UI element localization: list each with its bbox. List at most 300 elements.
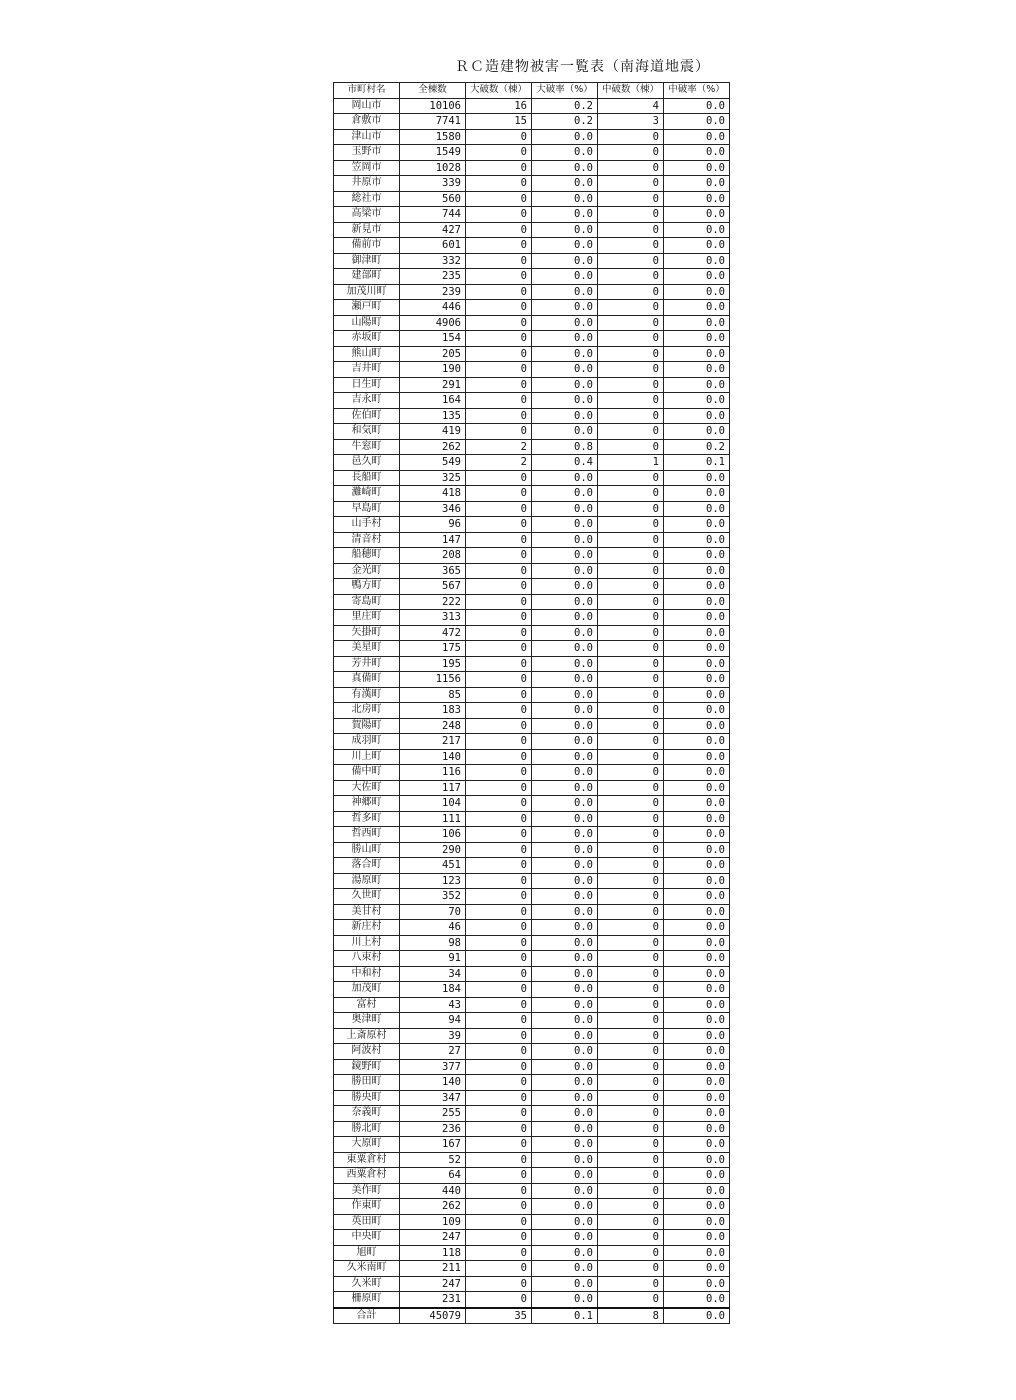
total-buildings: 377: [400, 1059, 466, 1075]
table-row: [334, 207, 730, 223]
header-moderate-damage-count: 中破数（棟）: [598, 83, 664, 99]
major-damage-rate: 0.0: [532, 501, 598, 517]
major-damage-rate: 0.0: [532, 408, 598, 424]
total-buildings: 567: [400, 579, 466, 595]
table-row: [334, 315, 730, 331]
table-row: [334, 842, 730, 858]
table-row: [334, 114, 730, 130]
municipality-name: 有漢町: [334, 687, 400, 703]
moderate-damage-rate: 0.0: [664, 982, 730, 998]
municipality-name: 新庄村: [334, 920, 400, 936]
major-damage-rate: 0.0: [532, 997, 598, 1013]
municipality-name: 八束村: [334, 951, 400, 967]
major-damage-count: 0: [466, 548, 532, 564]
moderate-damage-count: 0: [598, 951, 664, 967]
major-damage-rate: 0.0: [532, 966, 598, 982]
table-row: [334, 1214, 730, 1230]
moderate-damage-rate: 0.0: [664, 238, 730, 254]
moderate-damage-count: 0: [598, 222, 664, 238]
major-damage-rate: 0.0: [532, 1059, 598, 1075]
moderate-damage-count: 0: [598, 904, 664, 920]
major-damage-rate: 0.0: [532, 610, 598, 626]
major-damage-rate: 0.0: [532, 145, 598, 161]
table-row: [334, 982, 730, 998]
major-damage-rate: 0.0: [532, 672, 598, 688]
moderate-damage-rate: 0.0: [664, 563, 730, 579]
municipality-name: 勝山町: [334, 842, 400, 858]
moderate-damage-rate: 0.0: [664, 331, 730, 347]
major-damage-count: 0: [466, 160, 532, 176]
major-damage-rate: 0.2: [532, 98, 598, 114]
municipality-name: 備中町: [334, 765, 400, 781]
moderate-damage-count: 0: [598, 672, 664, 688]
moderate-damage-rate: 0.0: [664, 780, 730, 796]
major-damage-rate: 0.0: [532, 517, 598, 533]
major-damage-count: 0: [466, 346, 532, 362]
total-buildings: 147: [400, 532, 466, 548]
moderate-damage-count: 0: [598, 734, 664, 750]
total-buildings: 195: [400, 656, 466, 672]
major-damage-rate: 0.0: [532, 656, 598, 672]
major-damage-count: 0: [466, 703, 532, 719]
moderate-damage-rate: 0.0: [664, 842, 730, 858]
moderate-damage-count: 0: [598, 1276, 664, 1292]
moderate-damage-rate: 0.0: [664, 1230, 730, 1246]
major-damage-rate: 0.0: [532, 563, 598, 579]
moderate-damage-count: 0: [598, 1013, 664, 1029]
major-damage-rate: 0.0: [532, 362, 598, 378]
total-buildings: 427: [400, 222, 466, 238]
table-row: [334, 129, 730, 145]
major-damage-count: 0: [466, 1152, 532, 1168]
municipality-name: 早島町: [334, 501, 400, 517]
total-major-count: 35: [466, 1308, 532, 1324]
major-damage-count: 0: [466, 858, 532, 874]
major-damage-count: 0: [466, 1044, 532, 1060]
moderate-damage-rate: 0.0: [664, 749, 730, 765]
moderate-damage-rate: 0.0: [664, 517, 730, 533]
moderate-damage-rate: 0.0: [664, 548, 730, 564]
moderate-damage-count: 0: [598, 129, 664, 145]
major-damage-rate: 0.0: [532, 687, 598, 703]
table-row: [334, 517, 730, 533]
moderate-damage-rate: 0.0: [664, 114, 730, 130]
moderate-damage-rate: 0.0: [664, 1106, 730, 1122]
moderate-damage-rate: 0.0: [664, 160, 730, 176]
municipality-name: 津山市: [334, 129, 400, 145]
table-row: [334, 532, 730, 548]
moderate-damage-rate: 0.0: [664, 687, 730, 703]
total-buildings: 4906: [400, 315, 466, 331]
table-row: [334, 1183, 730, 1199]
total-buildings: 446: [400, 300, 466, 316]
major-damage-rate: 0.0: [532, 749, 598, 765]
major-damage-rate: 0.0: [532, 858, 598, 874]
major-damage-count: 0: [466, 827, 532, 843]
table-row: [334, 1261, 730, 1277]
major-damage-count: 0: [466, 408, 532, 424]
table-row: [334, 160, 730, 176]
total-buildings: 94: [400, 1013, 466, 1029]
major-damage-rate: 0.0: [532, 1214, 598, 1230]
moderate-damage-count: 0: [598, 408, 664, 424]
total-buildings: 43: [400, 997, 466, 1013]
major-damage-rate: 0.0: [532, 160, 598, 176]
total-buildings: 7741: [400, 114, 466, 130]
major-damage-rate: 0.0: [532, 951, 598, 967]
total-buildings: 27: [400, 1044, 466, 1060]
table-row: [334, 377, 730, 393]
total-buildings: 118: [400, 1245, 466, 1261]
moderate-damage-count: 0: [598, 1121, 664, 1137]
municipality-name: 金光町: [334, 563, 400, 579]
moderate-damage-rate: 0.0: [664, 656, 730, 672]
major-damage-count: 0: [466, 920, 532, 936]
municipality-name: 山陽町: [334, 315, 400, 331]
municipality-name: 美星町: [334, 641, 400, 657]
moderate-damage-count: 0: [598, 765, 664, 781]
table-row: [334, 439, 730, 455]
major-damage-rate: 0.0: [532, 1075, 598, 1091]
major-damage-count: 0: [466, 284, 532, 300]
total-buildings: 262: [400, 439, 466, 455]
major-damage-count: 0: [466, 1075, 532, 1091]
major-damage-rate: 0.0: [532, 253, 598, 269]
municipality-name: 赤坂町: [334, 331, 400, 347]
major-damage-rate: 0.0: [532, 129, 598, 145]
moderate-damage-rate: 0.0: [664, 1059, 730, 1075]
table-row: [334, 98, 730, 114]
total-buildings: 175: [400, 641, 466, 657]
total-buildings: 1028: [400, 160, 466, 176]
moderate-damage-rate: 0.0: [664, 501, 730, 517]
municipality-name: 英田町: [334, 1214, 400, 1230]
municipality-name: 哲西町: [334, 827, 400, 843]
municipality-name: 倉敷市: [334, 114, 400, 130]
moderate-damage-rate: 0.0: [664, 98, 730, 114]
table-row: [334, 1292, 730, 1308]
major-damage-rate: 0.0: [532, 284, 598, 300]
major-damage-rate: 0.0: [532, 718, 598, 734]
moderate-damage-rate: 0.0: [664, 718, 730, 734]
major-damage-count: 0: [466, 532, 532, 548]
total-buildings: 248: [400, 718, 466, 734]
moderate-damage-rate: 0.0: [664, 734, 730, 750]
table-row: [334, 253, 730, 269]
municipality-name: 船穂町: [334, 548, 400, 564]
total-buildings: 601: [400, 238, 466, 254]
table-row: [334, 548, 730, 564]
major-damage-count: 0: [466, 253, 532, 269]
municipality-name: 西粟倉村: [334, 1168, 400, 1184]
table-row: [334, 718, 730, 734]
moderate-damage-count: 0: [598, 160, 664, 176]
moderate-damage-count: 0: [598, 873, 664, 889]
major-damage-count: 0: [466, 1106, 532, 1122]
major-damage-rate: 0.0: [532, 765, 598, 781]
moderate-damage-count: 1: [598, 455, 664, 471]
major-damage-count: 0: [466, 1276, 532, 1292]
table-row: [334, 1137, 730, 1153]
moderate-damage-rate: 0.0: [664, 594, 730, 610]
table-row: [334, 935, 730, 951]
total-buildings: 96: [400, 517, 466, 533]
major-damage-rate: 0.0: [532, 1152, 598, 1168]
table-row: [334, 346, 730, 362]
moderate-damage-count: 0: [598, 920, 664, 936]
total-row: [334, 1308, 730, 1324]
municipality-name: 川上村: [334, 935, 400, 951]
moderate-damage-count: 0: [598, 1261, 664, 1277]
major-damage-count: 0: [466, 1214, 532, 1230]
major-damage-rate: 0.0: [532, 1199, 598, 1215]
major-damage-rate: 0.0: [532, 1276, 598, 1292]
major-damage-count: 0: [466, 377, 532, 393]
moderate-damage-rate: 0.0: [664, 470, 730, 486]
moderate-damage-rate: 0.0: [664, 377, 730, 393]
moderate-damage-rate: 0.0: [664, 579, 730, 595]
total-buildings: 247: [400, 1276, 466, 1292]
major-damage-count: 0: [466, 300, 532, 316]
table-row: [334, 408, 730, 424]
major-damage-count: 0: [466, 207, 532, 223]
moderate-damage-rate: 0.0: [664, 424, 730, 440]
table-row: [334, 1199, 730, 1215]
major-damage-count: 0: [466, 997, 532, 1013]
major-damage-rate: 0.0: [532, 625, 598, 641]
major-damage-rate: 0.4: [532, 455, 598, 471]
moderate-damage-count: 0: [598, 641, 664, 657]
moderate-damage-count: 0: [598, 718, 664, 734]
total-buildings: 208: [400, 548, 466, 564]
moderate-damage-count: 0: [598, 207, 664, 223]
municipality-name: 佐伯町: [334, 408, 400, 424]
major-damage-count: 0: [466, 1137, 532, 1153]
municipality-name: 瀬戸町: [334, 300, 400, 316]
major-damage-count: 0: [466, 315, 532, 331]
table-row: [334, 827, 730, 843]
table-row: [334, 300, 730, 316]
major-damage-rate: 0.0: [532, 935, 598, 951]
moderate-damage-rate: 0.0: [664, 1028, 730, 1044]
table-row: [334, 610, 730, 626]
major-damage-count: 0: [466, 811, 532, 827]
major-damage-rate: 0.0: [532, 207, 598, 223]
major-damage-count: 0: [466, 424, 532, 440]
municipality-name: 玉野市: [334, 145, 400, 161]
major-damage-count: 0: [466, 904, 532, 920]
moderate-damage-rate: 0.0: [664, 858, 730, 874]
moderate-damage-count: 0: [598, 889, 664, 905]
municipality-name: 大原町: [334, 1137, 400, 1153]
moderate-damage-rate: 0.0: [664, 951, 730, 967]
moderate-damage-count: 0: [598, 362, 664, 378]
municipality-name: 矢掛町: [334, 625, 400, 641]
total-buildings: 451: [400, 858, 466, 874]
municipality-name: 久米南町: [334, 1261, 400, 1277]
total-moderate-rate: 0.0: [664, 1308, 730, 1324]
table-row: [334, 951, 730, 967]
moderate-damage-count: 0: [598, 393, 664, 409]
moderate-damage-count: 0: [598, 486, 664, 502]
total-buildings: 98: [400, 935, 466, 951]
major-damage-count: 0: [466, 889, 532, 905]
moderate-damage-count: 4: [598, 98, 664, 114]
municipality-name: 笠岡市: [334, 160, 400, 176]
table-row: [334, 1044, 730, 1060]
total-buildings: 154: [400, 331, 466, 347]
municipality-name: 落合町: [334, 858, 400, 874]
moderate-damage-count: 0: [598, 1199, 664, 1215]
moderate-damage-rate: 0.0: [664, 703, 730, 719]
major-damage-rate: 0.0: [532, 300, 598, 316]
municipality-name: 中和村: [334, 966, 400, 982]
major-damage-rate: 0.0: [532, 346, 598, 362]
table-row: [334, 1013, 730, 1029]
moderate-damage-count: 0: [598, 749, 664, 765]
moderate-damage-rate: 0.0: [664, 672, 730, 688]
major-damage-rate: 0.0: [532, 191, 598, 207]
major-damage-rate: 0.0: [532, 269, 598, 285]
total-buildings: 91: [400, 951, 466, 967]
total-buildings: 235: [400, 269, 466, 285]
moderate-damage-rate: 0.0: [664, 1168, 730, 1184]
table-row: [334, 269, 730, 285]
moderate-damage-count: 0: [598, 439, 664, 455]
table-row: [334, 284, 730, 300]
major-damage-rate: 0.0: [532, 1028, 598, 1044]
total-buildings: 255: [400, 1106, 466, 1122]
total-label: 合計: [334, 1308, 400, 1324]
major-damage-rate: 0.0: [532, 641, 598, 657]
total-buildings: 85: [400, 687, 466, 703]
moderate-damage-count: 0: [598, 501, 664, 517]
moderate-damage-count: 0: [598, 191, 664, 207]
municipality-name: 奈義町: [334, 1106, 400, 1122]
moderate-damage-count: 0: [598, 253, 664, 269]
table-row: [334, 796, 730, 812]
moderate-damage-rate: 0.0: [664, 610, 730, 626]
major-damage-rate: 0.0: [532, 734, 598, 750]
major-damage-rate: 0.2: [532, 114, 598, 130]
moderate-damage-rate: 0.1: [664, 455, 730, 471]
total-buildings: 339: [400, 176, 466, 192]
total-buildings: 325: [400, 470, 466, 486]
major-damage-rate: 0.0: [532, 1044, 598, 1060]
major-damage-rate: 0.0: [532, 1106, 598, 1122]
moderate-damage-rate: 0.0: [664, 207, 730, 223]
total-buildings: 1580: [400, 129, 466, 145]
major-damage-count: 0: [466, 1183, 532, 1199]
moderate-damage-rate: 0.0: [664, 966, 730, 982]
municipality-name: 備前市: [334, 238, 400, 254]
moderate-damage-rate: 0.2: [664, 439, 730, 455]
moderate-damage-rate: 0.0: [664, 315, 730, 331]
major-damage-rate: 0.0: [532, 1090, 598, 1106]
major-damage-count: 0: [466, 765, 532, 781]
major-damage-count: 0: [466, 129, 532, 145]
major-damage-rate: 0.0: [532, 796, 598, 812]
municipality-name: 美甘村: [334, 904, 400, 920]
table-row: [334, 904, 730, 920]
total-buildings: 332: [400, 253, 466, 269]
moderate-damage-count: 0: [598, 656, 664, 672]
total-buildings: 291: [400, 377, 466, 393]
major-damage-rate: 0.0: [532, 904, 598, 920]
moderate-damage-rate: 0.0: [664, 1199, 730, 1215]
moderate-damage-count: 0: [598, 470, 664, 486]
major-damage-count: 0: [466, 145, 532, 161]
table-row: [334, 1152, 730, 1168]
moderate-damage-count: 0: [598, 238, 664, 254]
municipality-name: 灘崎町: [334, 486, 400, 502]
moderate-damage-rate: 0.0: [664, 486, 730, 502]
major-damage-rate: 0.0: [532, 842, 598, 858]
moderate-damage-count: 0: [598, 563, 664, 579]
municipality-name: 久世町: [334, 889, 400, 905]
major-damage-rate: 0.0: [532, 331, 598, 347]
municipality-name: 旭町: [334, 1245, 400, 1261]
major-damage-rate: 0.0: [532, 579, 598, 595]
table-row: [334, 563, 730, 579]
municipality-name: 大佐町: [334, 780, 400, 796]
total-buildings: 352: [400, 889, 466, 905]
municipality-name: 牛窓町: [334, 439, 400, 455]
municipality-name: 上斎原村: [334, 1028, 400, 1044]
major-damage-rate: 0.0: [532, 532, 598, 548]
municipality-name: 柵原町: [334, 1292, 400, 1308]
total-buildings: 34: [400, 966, 466, 982]
total-buildings: 231: [400, 1292, 466, 1308]
moderate-damage-rate: 0.0: [664, 1183, 730, 1199]
major-damage-count: 0: [466, 780, 532, 796]
major-damage-count: 0: [466, 935, 532, 951]
table-row: [334, 734, 730, 750]
table-row: [334, 811, 730, 827]
table-row: [334, 780, 730, 796]
major-damage-count: 0: [466, 1261, 532, 1277]
municipality-name: 吉永町: [334, 393, 400, 409]
major-damage-rate: 0.0: [532, 1121, 598, 1137]
table-row: [334, 362, 730, 378]
total-major-rate: 0.1: [532, 1308, 598, 1324]
major-damage-rate: 0.0: [532, 548, 598, 564]
major-damage-rate: 0.0: [532, 1183, 598, 1199]
moderate-damage-rate: 0.0: [664, 1090, 730, 1106]
table-row: [334, 656, 730, 672]
municipality-name: 富村: [334, 997, 400, 1013]
total-buildings: 135: [400, 408, 466, 424]
major-damage-rate: 0.0: [532, 222, 598, 238]
moderate-damage-count: 0: [598, 1059, 664, 1075]
table-row: [334, 920, 730, 936]
moderate-damage-rate: 0.0: [664, 997, 730, 1013]
total-buildings: 190: [400, 362, 466, 378]
table-row: [334, 424, 730, 440]
table-row: [334, 1059, 730, 1075]
total-buildings: 1156: [400, 672, 466, 688]
major-damage-count: 0: [466, 966, 532, 982]
major-damage-count: 16: [466, 98, 532, 114]
major-damage-count: 2: [466, 455, 532, 471]
total-buildings: 140: [400, 749, 466, 765]
major-damage-rate: 0.0: [532, 703, 598, 719]
table-row: [334, 455, 730, 471]
major-damage-count: 15: [466, 114, 532, 130]
major-damage-rate: 0.0: [532, 393, 598, 409]
major-damage-count: 0: [466, 796, 532, 812]
moderate-damage-count: 0: [598, 780, 664, 796]
